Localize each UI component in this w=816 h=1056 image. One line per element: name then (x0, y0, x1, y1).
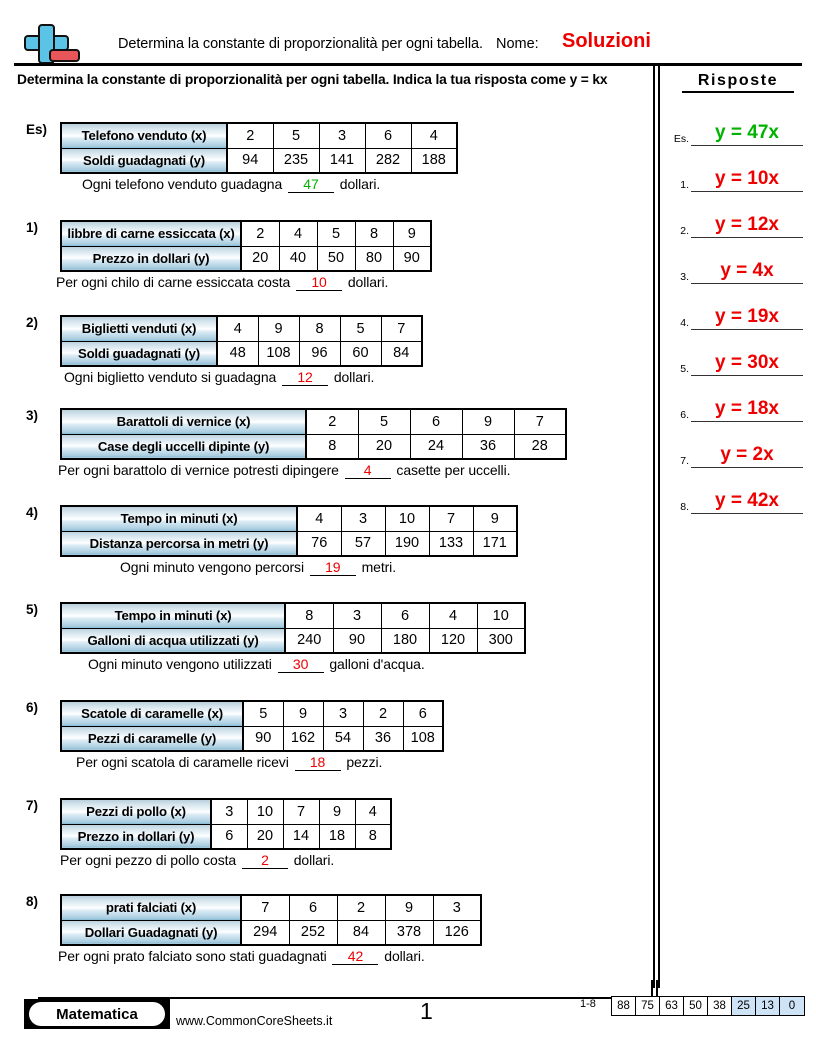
answer-number: 7. (680, 455, 689, 467)
table-cell-x: 3 (433, 895, 481, 920)
answer-row (665, 158, 813, 192)
table-cell-y: 141 (319, 148, 365, 173)
caption-text-before: Per ogni barattolo di vernice potresti dipingere (58, 462, 339, 478)
table-cell-x: 6 (381, 603, 429, 628)
answer-number: 4. (680, 317, 689, 329)
proportion-table (60, 505, 518, 557)
answer-row (665, 388, 813, 422)
row-label-x: Biglietti venduti (x) (61, 316, 217, 341)
problem-number: 3) (26, 408, 39, 423)
table-cell-y: 94 (227, 148, 273, 173)
table-cell-y: 378 (385, 920, 433, 945)
caption-text-before: Per ogni pezzo di pollo costa (60, 852, 237, 868)
caption-answer-blank[interactable]: 42 (332, 948, 378, 965)
table-cell-y: 235 (273, 148, 319, 173)
table-row (61, 628, 525, 653)
table-cell-x: 8 (299, 316, 340, 341)
caption-answer-blank[interactable]: 19 (310, 559, 356, 576)
row-label-x: prati falciati (x) (61, 895, 241, 920)
table-cell-y: 90 (393, 246, 431, 271)
table-cell-y: 48 (217, 341, 258, 366)
table-cell-x: 9 (283, 701, 323, 726)
proportion-table (60, 220, 432, 272)
problem-caption (64, 369, 374, 386)
table-row (61, 409, 566, 434)
table-cell-y: 14 (283, 824, 319, 849)
table-cell-y: 188 (411, 148, 457, 173)
row-label-x: Telefono venduto (x) (61, 123, 227, 148)
table-cell-x: 2 (337, 895, 385, 920)
table-cell-y: 84 (381, 341, 422, 366)
table-cell-x: 9 (393, 221, 431, 246)
table-cell-x: 4 (279, 221, 317, 246)
row-label-x: Tempo in minuti (x) (61, 603, 285, 628)
score-box: 38 (708, 997, 732, 1015)
caption-text-after: pezzi. (346, 754, 383, 770)
plus-minus-logo-icon (16, 22, 80, 66)
table-row (61, 221, 431, 246)
table-cell-y: 240 (285, 628, 333, 653)
table-row (61, 341, 422, 366)
table-cell-y: 6 (211, 824, 247, 849)
table-cell-y: 24 (410, 434, 462, 459)
table-row (61, 920, 481, 945)
caption-answer-blank[interactable]: 18 (295, 754, 341, 771)
caption-answer-blank[interactable]: 4 (345, 462, 391, 479)
row-label-y: Soldi guadagnati (y) (61, 341, 217, 366)
row-label-y: Pezzi di caramelle (y) (61, 726, 243, 751)
name-value: Soluzioni (562, 30, 651, 52)
row-label-x: Barattoli di vernice (x) (61, 409, 306, 434)
table-cell-y: 54 (323, 726, 363, 751)
row-label-x: Scatole di caramelle (x) (61, 701, 243, 726)
table-cell-y: 36 (363, 726, 403, 751)
caption-text-after: dollari. (347, 274, 389, 290)
table-cell-x: 4 (429, 603, 477, 628)
caption-text-before: Per ogni prato falciato sono stati guadagnati (58, 948, 327, 964)
table-cell-y: 28 (514, 434, 566, 459)
row-label-y: Prezzo in dollari (y) (61, 246, 241, 271)
row-label-x: Tempo in minuti (x) (61, 506, 297, 531)
table-cell-y: 36 (462, 434, 514, 459)
table-cell-y: 76 (297, 531, 341, 556)
table-cell-x: 4 (355, 799, 391, 824)
table-cell-x: 3 (333, 603, 381, 628)
table-cell-x: 9 (319, 799, 355, 824)
caption-text-after: casette per uccelli. (396, 462, 511, 478)
problem-caption (58, 462, 510, 479)
caption-text-after: dollari. (333, 369, 375, 385)
problem-number: 1) (26, 220, 39, 235)
table-row (61, 123, 457, 148)
table-cell-x: 9 (462, 409, 514, 434)
answer-row (665, 250, 813, 284)
answer-number: Es. (673, 133, 689, 145)
problem-caption (58, 948, 425, 965)
score-range-label: 1-8 (580, 998, 596, 1010)
table-cell-x: 5 (243, 701, 283, 726)
table-cell-x: 6 (289, 895, 337, 920)
table-cell-y: 20 (358, 434, 410, 459)
table-cell-x: 10 (247, 799, 283, 824)
row-label-y: Dollari Guadagnati (y) (61, 920, 241, 945)
problem-number: Es) (26, 122, 48, 137)
table-row (61, 434, 566, 459)
score-box: 25 (732, 997, 756, 1015)
table-cell-y: 40 (279, 246, 317, 271)
problem-caption (76, 754, 382, 771)
page-number: 1 (420, 998, 433, 1024)
answer-number: 5. (680, 363, 689, 375)
table-row (61, 799, 391, 824)
score-scale (611, 996, 805, 1016)
table-cell-y: 300 (477, 628, 525, 653)
page-header (0, 0, 816, 66)
answer-row (665, 112, 813, 146)
caption-answer-blank[interactable]: 47 (288, 176, 334, 193)
score-box: 88 (612, 997, 636, 1015)
row-label-y: Galloni di acqua utilizzati (y) (61, 628, 285, 653)
table-row (61, 701, 443, 726)
answer-value: y = 18x (715, 398, 779, 419)
table-cell-y: 282 (365, 148, 411, 173)
answer-number: 8. (680, 501, 689, 513)
answer-number: 6. (680, 409, 689, 421)
answer-row (665, 480, 813, 514)
instructions-text: Determina la constante di proporzionalità per ogni tabella. Indica la tua risposta come y = kx (17, 72, 608, 87)
answer-value: y = 10x (715, 168, 779, 189)
table-cell-y: 8 (306, 434, 358, 459)
table-cell-x: 3 (341, 506, 385, 531)
proportion-table (60, 315, 423, 367)
table-cell-x: 7 (381, 316, 422, 341)
answer-number: 1. (680, 179, 689, 191)
caption-text-before: Ogni telefono venduto guadagna (82, 176, 283, 192)
table-cell-x: 7 (429, 506, 473, 531)
table-cell-x: 7 (283, 799, 319, 824)
table-cell-x: 5 (273, 123, 319, 148)
answer-value: y = 2x (720, 444, 774, 465)
score-box: 0 (780, 997, 804, 1015)
score-box: 13 (756, 997, 780, 1015)
table-cell-y: 108 (403, 726, 443, 751)
table-cell-y: 252 (289, 920, 337, 945)
table-cell-x: 9 (473, 506, 517, 531)
caption-text-before: Per ogni scatola di caramelle ricevi (76, 754, 289, 770)
table-cell-x: 3 (323, 701, 363, 726)
table-cell-x: 5 (317, 221, 355, 246)
table-cell-x: 10 (477, 603, 525, 628)
name-label: Nome: (496, 36, 539, 52)
subject-badge (24, 999, 170, 1029)
caption-answer-blank[interactable]: 10 (296, 274, 342, 291)
table-cell-x: 9 (385, 895, 433, 920)
answer-value: y = 19x (715, 306, 779, 327)
table-cell-x: 7 (241, 895, 289, 920)
caption-text-after: dollari. (293, 852, 335, 868)
answer-value: y = 42x (715, 490, 779, 511)
answer-value: y = 4x (720, 260, 774, 281)
caption-text-before: Ogni biglietto venduto si guadagna (64, 369, 277, 385)
score-box: 50 (684, 997, 708, 1015)
table-row (61, 726, 443, 751)
caption-answer-blank[interactable]: 2 (242, 852, 288, 869)
table-cell-x: 9 (258, 316, 299, 341)
table-cell-y: 190 (385, 531, 429, 556)
row-label-y: Case degli uccelli dipinte (y) (61, 434, 306, 459)
row-label-y: Distanza percorsa in metri (y) (61, 531, 297, 556)
table-row (61, 506, 517, 531)
table-cell-x: 5 (358, 409, 410, 434)
table-row (61, 246, 431, 271)
problem-number: 5) (26, 602, 39, 617)
header-title: Determina la constante di proporzionalità per ogni tabella. (118, 36, 483, 52)
problem-caption (88, 656, 425, 673)
table-cell-y: 294 (241, 920, 289, 945)
table-cell-y: 133 (429, 531, 473, 556)
caption-answer-blank[interactable]: 12 (282, 369, 328, 386)
table-cell-y: 80 (355, 246, 393, 271)
table-cell-x: 4 (411, 123, 457, 148)
proportion-table (60, 602, 526, 654)
caption-text-before: Ogni minuto vengono utilizzati (88, 656, 272, 672)
row-label-x: Pezzi di pollo (x) (61, 799, 211, 824)
table-cell-y: 126 (433, 920, 481, 945)
table-cell-x: 3 (211, 799, 247, 824)
answer-row (665, 342, 813, 376)
table-cell-x: 6 (365, 123, 411, 148)
answer-value: y = 12x (715, 214, 779, 235)
problem-caption (60, 852, 334, 869)
table-cell-y: 108 (258, 341, 299, 366)
table-cell-x: 8 (285, 603, 333, 628)
answers-panel (660, 66, 816, 513)
table-cell-x: 6 (410, 409, 462, 434)
problem-number: 7) (26, 798, 39, 813)
answer-value: y = 30x (715, 352, 779, 373)
table-cell-y: 20 (241, 246, 279, 271)
table-cell-y: 60 (340, 341, 381, 366)
problem-number: 8) (26, 894, 39, 909)
table-cell-x: 8 (355, 221, 393, 246)
table-cell-y: 120 (429, 628, 477, 653)
table-cell-y: 50 (317, 246, 355, 271)
table-cell-x: 4 (217, 316, 258, 341)
table-cell-y: 84 (337, 920, 385, 945)
table-cell-y: 20 (247, 824, 283, 849)
table-cell-y: 90 (333, 628, 381, 653)
table-row (61, 824, 391, 849)
table-row (61, 316, 422, 341)
table-cell-y: 96 (299, 341, 340, 366)
proportion-table (60, 122, 458, 174)
row-label-y: Soldi guadagnati (y) (61, 148, 227, 173)
answer-number: 3. (680, 271, 689, 283)
subject-badge-label: Matematica (29, 1002, 165, 1026)
score-box: 75 (636, 997, 660, 1015)
table-row (61, 603, 525, 628)
table-cell-y: 180 (381, 628, 429, 653)
problem-number: 2) (26, 315, 39, 330)
caption-answer-blank[interactable]: 30 (278, 656, 324, 673)
table-cell-y: 18 (319, 824, 355, 849)
footer-tick-right (656, 980, 658, 997)
table-row (61, 531, 517, 556)
table-cell-x: 2 (227, 123, 273, 148)
table-row (61, 895, 481, 920)
caption-text-before: Ogni minuto vengono percorsi (120, 559, 304, 575)
table-row (61, 148, 457, 173)
table-cell-x: 6 (403, 701, 443, 726)
answer-number: 2. (680, 225, 689, 237)
problem-caption (82, 176, 380, 193)
score-box: 63 (660, 997, 684, 1015)
table-cell-x: 2 (306, 409, 358, 434)
table-cell-x: 2 (241, 221, 279, 246)
caption-text-after: metri. (361, 559, 396, 575)
answer-row (665, 434, 813, 468)
table-cell-x: 3 (319, 123, 365, 148)
caption-text-after: dollari. (384, 948, 425, 964)
table-cell-x: 4 (297, 506, 341, 531)
table-cell-y: 171 (473, 531, 517, 556)
proportion-table (60, 700, 444, 752)
problem-number: 4) (26, 505, 39, 520)
caption-text-after: galloni d'acqua. (329, 656, 425, 672)
answers-title: Risposte (682, 72, 794, 93)
problem-caption (120, 559, 396, 576)
answer-value: y = 47x (715, 122, 779, 143)
answer-row (665, 296, 813, 330)
column-separator-left (653, 66, 655, 988)
row-label-x: libbre di carne essiccata (x) (61, 221, 241, 246)
table-cell-x: 7 (514, 409, 566, 434)
footer-tick-left (651, 980, 653, 997)
caption-text-before: Per ogni chilo di carne essiccata costa (56, 274, 291, 290)
problem-number: 6) (26, 700, 39, 715)
caption-text-after: dollari. (339, 176, 381, 192)
proportion-table (60, 408, 567, 460)
answer-row (665, 204, 813, 238)
table-cell-y: 90 (243, 726, 283, 751)
site-url: www.CommonCoreSheets.it (176, 1014, 333, 1028)
proportion-table (60, 798, 392, 850)
row-label-y: Prezzo in dollari (y) (61, 824, 211, 849)
table-cell-y: 57 (341, 531, 385, 556)
proportion-table (60, 894, 482, 946)
table-cell-x: 5 (340, 316, 381, 341)
table-cell-y: 8 (355, 824, 391, 849)
table-cell-x: 2 (363, 701, 403, 726)
problem-caption (56, 274, 388, 291)
table-cell-y: 162 (283, 726, 323, 751)
table-cell-x: 10 (385, 506, 429, 531)
